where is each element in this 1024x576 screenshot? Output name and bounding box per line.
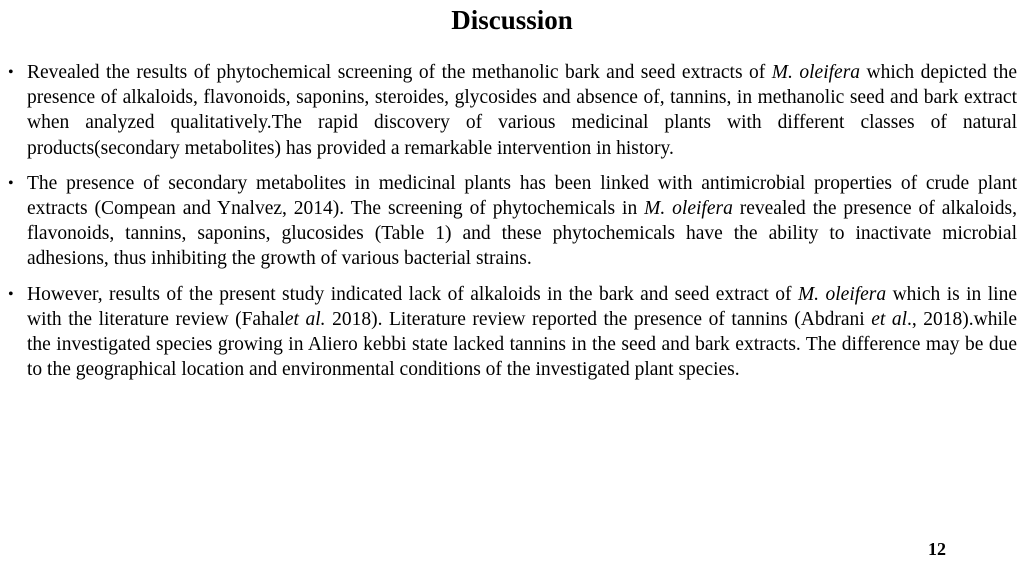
bullet-item — [8, 60, 1017, 161]
bullet-text: 2018). Literature review reported the presence of tannins (Abdrani — [325, 308, 872, 330]
italic-text: et al. — [284, 308, 326, 330]
bullet-text: which is in line with the literature review (Fahal — [27, 283, 1017, 330]
bullet-dot-icon: • — [8, 285, 14, 303]
italic-text: M. oleifera — [644, 198, 733, 220]
italic-text: M. oleifera — [797, 283, 887, 305]
bullet-text: However, results of the present study indicated lack of alkaloids in the bark and seed extract of — [27, 283, 798, 305]
italic-text: M. oleifera — [771, 62, 861, 83]
bullet-text: The presence of secondary metabolites in medicinal plants has been linked with antimicrobial properties of crude plant extracts (Compean and Ynalvez, 2014). The screening of phytochemicals in — [27, 172, 1017, 220]
bullet-text: revealed the presence of alkaloids, flavonoids, tannins, saponins, glucosides (Table 1) and these phytochemicals have the ability to inactivate microbial adhesions, thus inhibiting the growth of various bacterial strains. — [27, 198, 1017, 270]
bullet-text: Revealed the results of phytochemical screening of the methanolic bark and seed extracts of — [27, 62, 772, 83]
bullet-item — [8, 282, 1017, 383]
bullet-dot-icon: • — [8, 174, 14, 192]
page-number: 12 — [928, 539, 946, 559]
italic-text: et al — [871, 308, 907, 330]
bullet-item — [8, 171, 1017, 272]
bullet-text: which depicted the presence of alkaloids, flavonoids, saponins, steroides, glycosides and absence of, tannins, in methanolic seed and bark extract when analyzed qualitatively.The rapid discovery of various medicinal plants with different classes of natural products(secondary metabolites) has provided a remarkable intervention in history. — [27, 62, 1017, 159]
bullet-dot-icon: • — [8, 64, 14, 81]
bullet-list — [8, 60, 1017, 392]
bullet-text: ., 2018).while the investigated species growing in Aliero kebbi state lacked tannins in the seed and bark extracts. The difference may be due to the geographical location and environmental conditions of the investigated plant species. — [27, 308, 1017, 381]
slide-title: Discussion — [451, 5, 573, 35]
